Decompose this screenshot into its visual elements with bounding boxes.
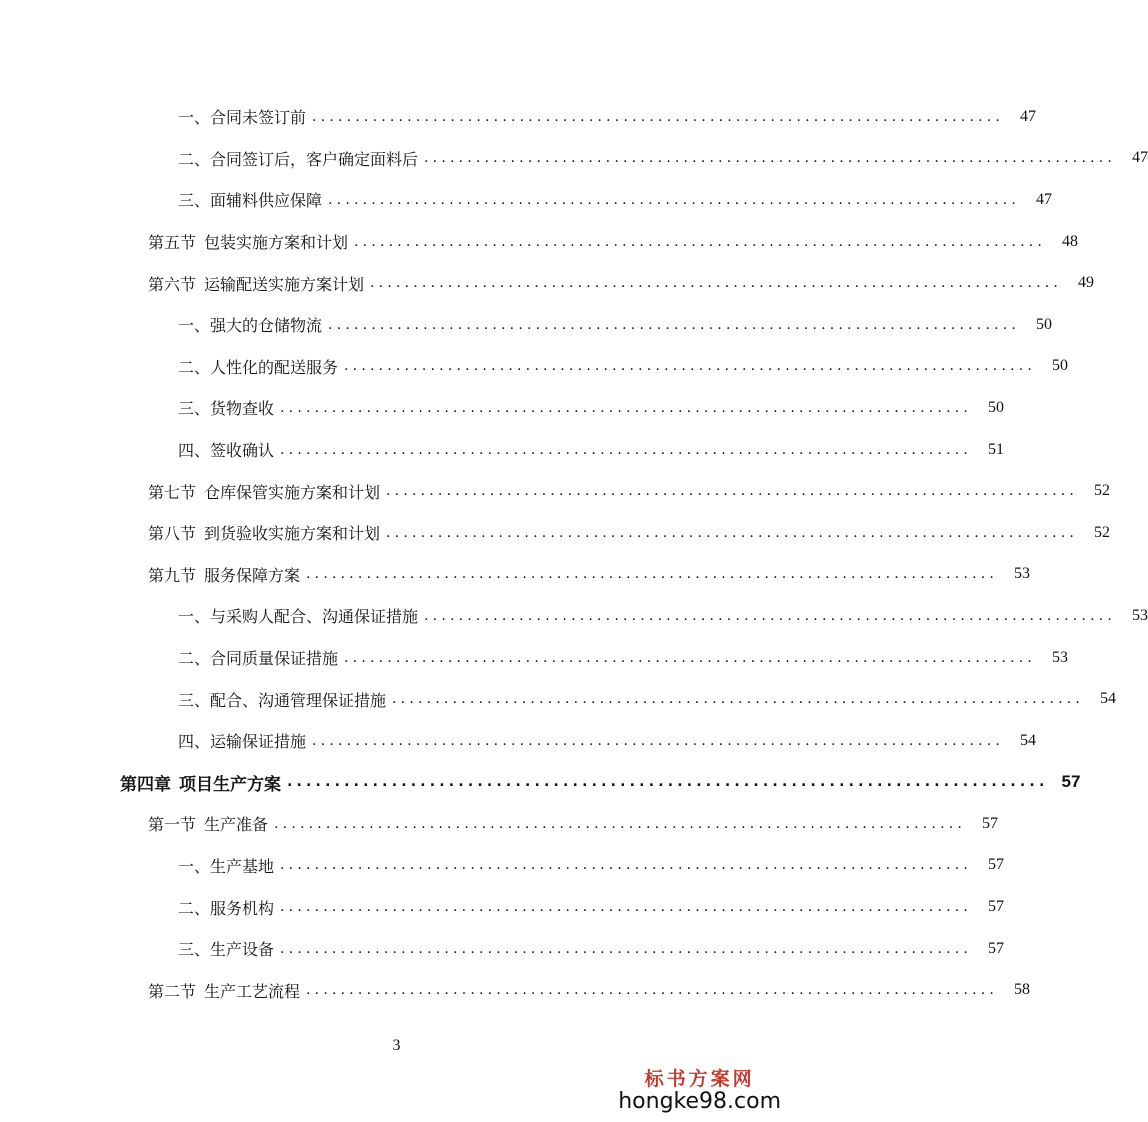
toc-entry-page: 50 <box>988 398 1005 416</box>
toc-entry-page: 53 <box>1132 606 1148 624</box>
toc-entry-text: 包装实施方案和计划 <box>204 233 349 253</box>
toc-entry-text: 运输配送实施方案计划 <box>204 274 365 294</box>
watermark <box>618 1069 781 1114</box>
toc-entry-page: 48 <box>1062 232 1079 250</box>
toc-entry-number: 三、 <box>178 690 211 710</box>
toc-entry-title <box>148 521 380 544</box>
toc-entry[interactable] <box>0 138 1148 180</box>
toc-dot-leader: ................................................................................ <box>354 233 1047 250</box>
toc-dot-leader: ................................................................................ <box>370 275 1063 292</box>
toc-entry-page: 58 <box>1014 981 1031 999</box>
toc-dot-leader: ................................................................................ <box>306 982 999 999</box>
toc-entry-title <box>178 896 274 919</box>
toc-entry[interactable] <box>0 886 1005 928</box>
toc-entry-number: 第四章 <box>120 774 171 795</box>
toc-entry-number: 二、 <box>178 149 211 169</box>
toc-dot-leader: ................................................................................ <box>424 607 1117 624</box>
toc-entry-text: 运输保证措施 <box>210 732 307 752</box>
toc-entry-number: 一、 <box>178 607 211 627</box>
toc-entry-title <box>178 105 306 128</box>
toc-entry-number: 三、 <box>178 940 211 960</box>
toc-dot-leader: ................................................................................ <box>328 316 1021 333</box>
toc-entry-title <box>148 979 300 1002</box>
toc-entry-text: 人性化的配送服务 <box>210 357 339 377</box>
toc-entry-text: 生产工艺流程 <box>204 981 301 1001</box>
toc-entry-text: 到货验收实施方案和计划 <box>204 524 381 544</box>
toc-entry-text: 合同质量保证措施 <box>210 649 339 669</box>
toc-entry[interactable] <box>0 720 1037 762</box>
toc-entry-page: 52 <box>1094 482 1111 500</box>
toc-entry[interactable] <box>0 304 1053 346</box>
toc-entry-text: 生产设备 <box>210 940 275 960</box>
toc-entry-number: 第五节 <box>148 233 197 253</box>
toc-entry-text: 强大的仓储物流 <box>210 316 323 336</box>
toc-entry-number: 第七节 <box>148 482 197 502</box>
toc-entry-title <box>178 188 322 211</box>
toc-entry-number: 二、 <box>178 649 211 669</box>
toc-entry-text: 合同未签订前 <box>210 108 307 128</box>
toc-entry-text: 项目生产方案 <box>179 774 281 795</box>
toc-entry[interactable] <box>0 429 1005 471</box>
toc-dot-leader: ................................................................................ <box>312 732 1005 749</box>
toc-entry-page: 49 <box>1078 274 1095 292</box>
toc-entry[interactable] <box>0 387 1005 429</box>
toc-dot-leader: ................................................................................ <box>386 483 1079 500</box>
toc-entry-number: 二、 <box>178 357 211 377</box>
toc-dot-leader: ................................................................................ <box>344 358 1037 375</box>
toc-dot-leader: ................................................................................ <box>386 524 1079 541</box>
toc-dot-leader: ................................................................................ <box>287 774 1049 791</box>
toc-entry-page: 50 <box>1036 315 1053 333</box>
toc-entry-text: 配合、沟通管理保证措施 <box>210 690 387 710</box>
watermark-site-name: 标书方案网 <box>644 1067 755 1090</box>
toc-entry-page: 54 <box>1100 690 1117 708</box>
toc-entry-page: 47 <box>1036 190 1053 208</box>
toc-entry-text: 合同签订后，客户确定面料后 <box>210 149 419 169</box>
toc-entry[interactable] <box>0 262 1095 304</box>
toc-entry-page: 57 <box>988 856 1005 874</box>
toc-entry-page: 57 <box>988 939 1005 957</box>
toc-entry-text: 货物查收 <box>210 399 275 419</box>
toc-entry-title <box>178 355 338 378</box>
toc-entry-number: 第九节 <box>148 565 197 585</box>
toc-entry[interactable] <box>0 762 1081 804</box>
toc-entry-page: 53 <box>1014 565 1031 583</box>
toc-entry[interactable] <box>0 179 1053 221</box>
watermark-url: hongke98.com <box>618 1088 781 1114</box>
toc-entry[interactable] <box>0 96 1037 138</box>
toc-entry-page: 57 <box>988 898 1005 916</box>
toc-entry-number: 一、 <box>178 316 211 336</box>
toc-entry-title <box>178 937 274 960</box>
toc-entry[interactable] <box>0 470 1111 512</box>
table-of-contents <box>0 96 1148 1011</box>
toc-dot-leader: ................................................................................ <box>280 940 973 957</box>
page-number: 3 <box>392 1037 401 1054</box>
toc-dot-leader: ................................................................................ <box>424 150 1117 167</box>
toc-entry[interactable] <box>0 637 1069 679</box>
toc-dot-leader: ................................................................................ <box>392 691 1085 708</box>
toc-entry-page: 47 <box>1020 107 1037 125</box>
toc-dot-leader: ................................................................................ <box>312 108 1005 125</box>
toc-entry-title <box>178 604 418 627</box>
toc-entry-text: 仓库保管实施方案和计划 <box>204 482 381 502</box>
toc-entry-title <box>178 646 338 669</box>
toc-entry-title <box>148 480 380 503</box>
toc-entry-text: 生产基地 <box>210 856 275 876</box>
toc-entry-page: 54 <box>1020 731 1037 749</box>
toc-dot-leader: ................................................................................ <box>344 649 1037 666</box>
toc-entry[interactable] <box>0 595 1148 637</box>
toc-entry[interactable] <box>0 678 1117 720</box>
toc-entry-number: 第一节 <box>148 815 197 835</box>
toc-entry-title <box>148 272 364 295</box>
toc-dot-leader: ................................................................................ <box>280 399 973 416</box>
toc-entry-number: 第二节 <box>148 981 197 1001</box>
toc-entry[interactable] <box>0 803 999 845</box>
toc-entry-number: 二、 <box>178 898 211 918</box>
toc-entry-number: 一、 <box>178 108 211 128</box>
toc-entry-number: 四、 <box>178 732 211 752</box>
toc-dot-leader: ................................................................................ <box>306 566 999 583</box>
toc-entry-number: 一、 <box>178 856 211 876</box>
toc-entry-text: 签收确认 <box>210 441 275 461</box>
toc-entry-number: 第八节 <box>148 524 197 544</box>
toc-entry-text: 生产准备 <box>204 815 269 835</box>
toc-entry-text: 与采购人配合、沟通保证措施 <box>210 607 419 627</box>
toc-entry-text: 面辅料供应保障 <box>210 191 323 211</box>
toc-dot-leader: ................................................................................ <box>280 899 973 916</box>
toc-entry-text: 服务保障方案 <box>204 565 301 585</box>
toc-entry-title <box>178 688 386 711</box>
toc-entry[interactable] <box>0 221 1079 263</box>
toc-entry-page: 52 <box>1094 523 1111 541</box>
toc-entry-number: 第六节 <box>148 274 197 294</box>
toc-entry-title <box>178 438 274 461</box>
toc-entry-text: 服务机构 <box>210 898 275 918</box>
toc-entry-title <box>178 147 418 170</box>
toc-entry-title <box>148 230 348 253</box>
toc-entry-number: 四、 <box>178 441 211 461</box>
toc-entry-number: 三、 <box>178 399 211 419</box>
toc-entry[interactable] <box>0 554 1031 596</box>
toc-dot-leader: ................................................................................ <box>280 441 973 458</box>
toc-entry-page: 51 <box>988 440 1005 458</box>
toc-entry-title <box>148 563 300 586</box>
toc-entry[interactable] <box>0 969 1031 1011</box>
toc-dot-leader: ................................................................................ <box>328 191 1021 208</box>
toc-entry-page: 57 <box>982 814 999 832</box>
toc-entry[interactable] <box>0 346 1069 388</box>
toc-entry[interactable] <box>0 512 1111 554</box>
toc-entry-page: 50 <box>1052 357 1069 375</box>
toc-entry-title <box>178 396 274 419</box>
toc-entry[interactable] <box>0 845 1005 887</box>
toc-entry-page: 53 <box>1052 648 1069 666</box>
toc-entry-page: 57 <box>1061 772 1081 792</box>
toc-entry-title <box>148 812 268 835</box>
toc-entry-title <box>120 770 281 795</box>
toc-dot-leader: ................................................................................ <box>280 857 973 874</box>
toc-entry-page: 47 <box>1132 149 1148 167</box>
toc-entry-title <box>178 854 274 877</box>
toc-entry[interactable] <box>0 928 1005 970</box>
toc-entry-title <box>178 313 322 336</box>
toc-entry-title <box>178 729 306 752</box>
toc-entry-number: 三、 <box>178 191 211 211</box>
toc-dot-leader: ................................................................................ <box>274 815 967 832</box>
